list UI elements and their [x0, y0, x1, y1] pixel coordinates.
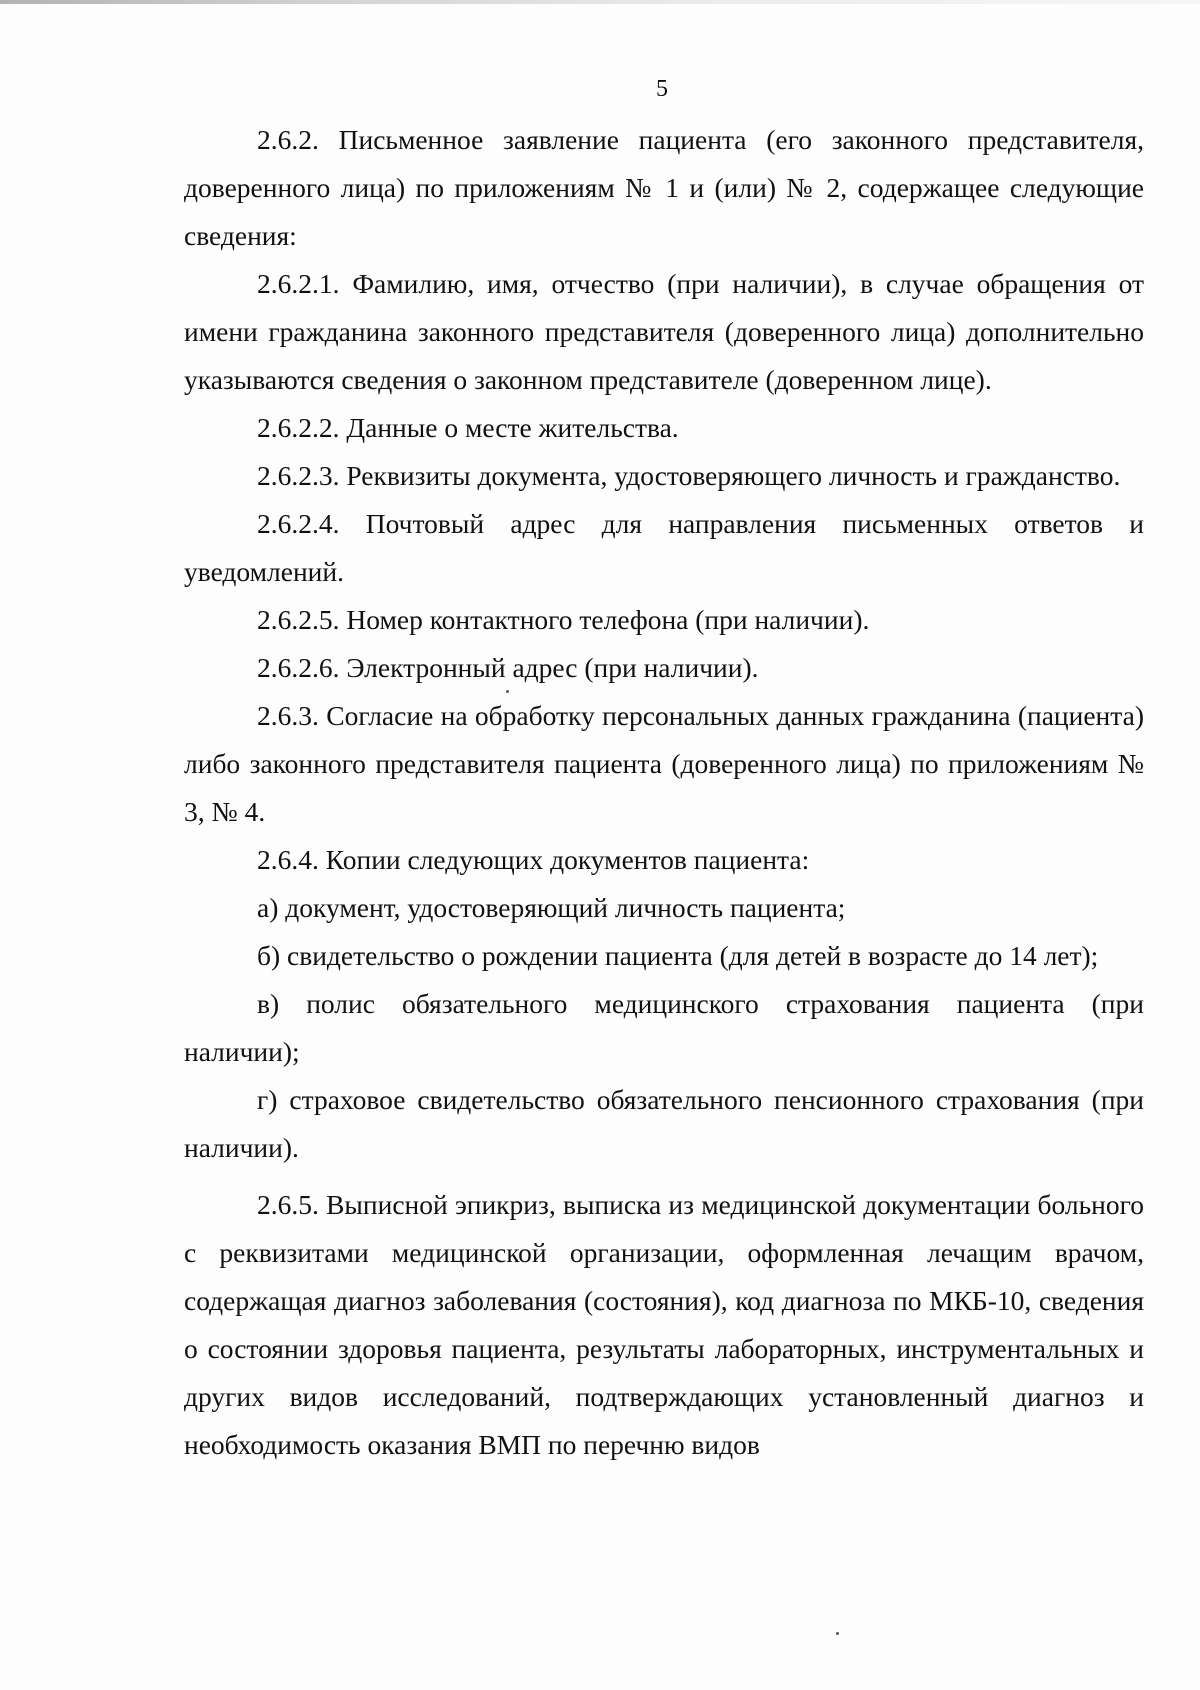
paragraph-2-6-2-3: 2.6.2.3. Реквизиты документа, удостоверяющего личность и гражданство.	[257, 460, 1121, 491]
scan-edge	[0, 0, 1200, 4]
page-number: 5	[656, 76, 668, 102]
scan-speck	[506, 690, 509, 693]
paragraph-2-6-2-4: 2.6.2.4. Почтовый адрес для направления письменных ответов и уведомлений.	[184, 508, 1144, 587]
list-item-a: а) документ, удостоверяющий личность пациента;	[257, 892, 846, 923]
paragraph-2-6-2-1: 2.6.2.1. Фамилию, имя, отчество (при наличии), в случае обращения от имени гражданина законного представителя (доверенного лица) дополнительно указываются сведения о законном представителе (доверенном лице).	[184, 268, 1144, 395]
list-item-b: б) свидетельство о рождении пациента (для детей в возрасте до 14 лет);	[257, 940, 1099, 971]
paragraph-2-6-2: 2.6.2. Письменное заявление пациента (его законного представителя, доверенного лица) по приложениям № 1 и (или) № 2, содержащее следующие сведения:	[184, 124, 1144, 251]
paragraph-2-6-2-6: 2.6.2.6. Электронный адрес (при наличии).	[257, 652, 759, 683]
paragraph-2-6-2-5: 2.6.2.5. Номер контактного телефона (при наличии).	[257, 604, 870, 635]
scan-speck	[836, 1632, 839, 1635]
list-item-v: в) полис обязательного медицинского страхования пациента (при наличии);	[184, 988, 1144, 1067]
list-item-g: г) страховое свидетельство обязательного пенсионного страхования (при наличии).	[184, 1084, 1144, 1163]
document-body	[184, 116, 1144, 1469]
paragraph-2-6-2-2: 2.6.2.2. Данные о месте жительства.	[257, 412, 679, 443]
paragraph-2-6-5: 2.6.5. Выписной эпикриз, выписка из медицинской документации больного с реквизитами медицинской организации, оформленная лечащим врачом, содержащая диагноз заболевания (состояния), код диагноза по МКБ-10, сведения о состоянии здоровья пациента, результаты лабораторных, инструментальных и других видов исследований, подтверждающих установленный диагноз и необходимость оказания ВМП по перечню видов	[184, 1189, 1144, 1460]
paragraph-2-6-4: 2.6.4. Копии следующих документов пациента:	[257, 844, 810, 875]
paragraph-2-6-3: 2.6.3. Согласие на обработку персональных данных гражданина (пациента) либо законного представителя пациента (доверенного лица) по приложениям № 3, № 4.	[184, 700, 1144, 827]
